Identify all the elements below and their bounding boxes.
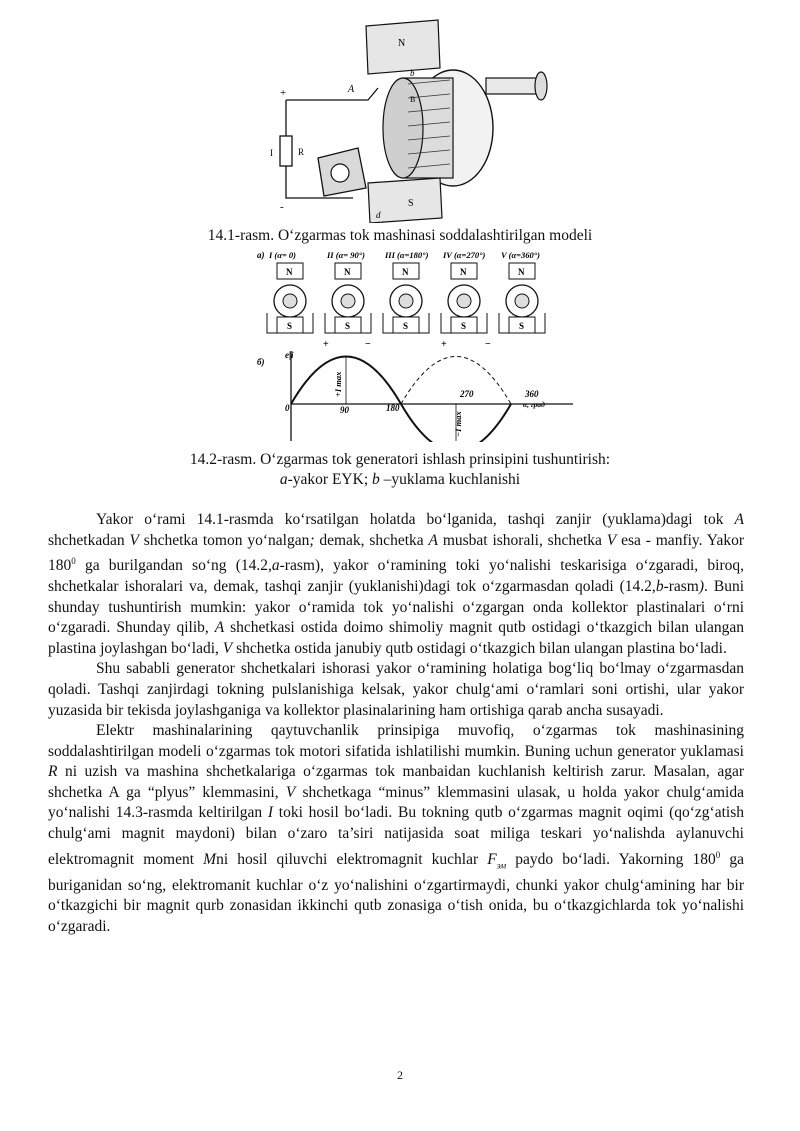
label-n: N xyxy=(398,38,406,49)
label-b-small: b xyxy=(410,68,415,78)
figure-14-1-caption: 14.1-rasm. O‘zgarmas tok mashinasi soddalashtirilgan modeli xyxy=(207,227,593,244)
paragraph-1: Yakor o‘rami 14.1-rasmda ko‘rsatilgan holatda bo‘lganida, tashqi zanjir (yuklama)dagi tok A shchetkadan V shchetka tomon yo‘nalgan; demak, shchetka A musbat ishorali, shchetka V esa - manfiy. Yakor $180^0$ ga burilgandan so‘ng (14.2,a-rasm), yakor o‘ramining toki yo‘nalishi teskarisiga o‘zgaradi, biroq, shchetkalar ishoralari va, demak, tashqi zanjir (yuklanishi)dagi tok o‘zgarmasdan qoladi (14.2,b-rasm). Buni shunday tushuntirish mumkin: yakor o‘ramida tok yo‘nalishi o‘zgargan onda kollektor plastinalari o‘rni o‘zgaradi. Shunday qilib, A shchetkasi ostida doimo shimoliy magnit qutb ostidagi o‘tkazgich bilan ulangan plastina joylashgan bo‘ladi, V shchetka ostida janubiy qutb ostidagi o‘tkazgich bilan ulangan plastina bo‘ladi. xyxy=(48,511,744,657)
label-minus: - xyxy=(280,201,284,213)
label-r: R xyxy=(298,147,305,157)
machine-diagram-ii xyxy=(325,263,371,333)
machine-diagram-i xyxy=(267,263,313,333)
caption-a: a xyxy=(279,471,288,488)
label-a: A xyxy=(348,84,355,95)
panel-b-label: б) xyxy=(257,357,265,367)
figure-14-1 xyxy=(258,18,558,223)
axis-label-ei: e|i xyxy=(285,350,294,360)
position-i: I (α= 0) xyxy=(269,250,297,260)
pole-s: S xyxy=(403,321,409,331)
page-number: 2 xyxy=(397,1068,403,1082)
tick-270: 270 xyxy=(460,389,474,399)
pole-s: S xyxy=(461,321,467,331)
figure-14-2 xyxy=(255,247,585,442)
imax-negative: −I max xyxy=(453,411,463,437)
sign-4: − xyxy=(485,339,491,350)
sign-2: − xyxy=(365,339,371,350)
pole-n: N xyxy=(518,267,525,277)
sign-1: + xyxy=(323,339,329,350)
origin-label: 0 xyxy=(285,403,290,413)
tick-360: 360 xyxy=(525,389,539,399)
panel-a-label: a) xyxy=(257,250,265,260)
body-text xyxy=(48,510,744,937)
figure-14-2-caption-line1: 14.2-rasm. O‘zgarmas tok generatori ishlash prinsipini tushuntirish: xyxy=(189,451,611,468)
machine-diagram-iv xyxy=(441,263,487,333)
paragraph-2: Shu sababli generator shchetkalari ishorasi yakor o‘ramining holatiga bog‘liq bo‘lmay o‘zgarmasdan qoladi. Tashqi zanjirdagi tokning pulslanishiga kelsak, yakor chulg‘ami o‘ramlari soni ortishi, ular yakor yuzasida bir tekisda joylashganiga va kollektor plasinalarining ham ortishiga qarab ancha susayadi. xyxy=(48,660,744,719)
position-iii: III (α=180°) xyxy=(385,250,429,260)
tick-90: 90 xyxy=(340,405,349,415)
pole-n: N xyxy=(344,267,351,277)
imax-positive: +I max xyxy=(333,371,343,397)
pole-s: S xyxy=(345,321,351,331)
position-ii: II (α= 90°) xyxy=(327,250,365,260)
machine-diagram-v xyxy=(499,263,545,333)
label-d: d xyxy=(376,210,381,220)
pole-n: N xyxy=(402,267,409,277)
caption-rest-2: –yuklama kuchlanishi xyxy=(379,471,521,488)
machine-diagram-iii xyxy=(383,263,429,333)
pole-s: S xyxy=(287,321,293,331)
caption-rest: -yakor EYK; xyxy=(287,471,373,488)
resistor-r xyxy=(280,136,292,166)
pole-n: N xyxy=(460,267,467,277)
tick-180: 180 xyxy=(386,403,400,413)
position-v: V (α=360°) xyxy=(501,250,540,260)
label-plus: + xyxy=(280,87,287,99)
label-i: I xyxy=(270,148,273,158)
x-unit: α, град xyxy=(523,400,545,409)
pole-s: S xyxy=(519,321,525,331)
paragraph-3: Elektr mashinalarining qaytuvchanlik prinsipiga muvofiq, o‘zgarmas tok mashinasining soddalashtirilgan modeli o‘zgarmas tok motori sifatida ishlatilishi mumkin. Buning uchun generator yuklamasi R ni uzish va mashina shchetkalariga o‘zgarmas tok manbaidan kuchlanish keltirish zarur. Masalan, agar shchetka A ga “plyus” klemmasini, V shchetkaga “minus” klemmasini ulasak, u holda yakor chulg‘amida yo‘nalishi 14.3-rasmda keltirilgan I toki hosil bo‘ladi. Bu tokning qutb o‘zgarmas magnit oqimi (qo‘zg‘atish chulg‘ami magnit maydoni) bilan o‘zaro ta’siri natijasida soat miliga teskari yo‘nalishda aylanuvchi elektromagnit moment Mni hosil qiluvchi elektromagnit kuchlar $F_{эм}$ paydo bo‘ladi. Yakorning $180^0$ ga buriganidan so‘ng, elektromanit kuchlar o‘z yo‘nalishini o‘zgartirmaydi, chunki yakor chulg‘amining har bir o‘tkazgichi bir magnit qurb zonasidan ikkinchi qutb zonasiga o‘tish onida, bu o‘tkazgichlarda tok yo‘nalishi o‘zgaradi. xyxy=(48,722,745,935)
sign-3: + xyxy=(441,339,447,350)
label-s: S xyxy=(408,198,414,209)
position-iv: IV (α=270°) xyxy=(443,250,486,260)
caption-b: b xyxy=(372,471,380,488)
figure-14-2-caption-line2 xyxy=(0,470,800,490)
label-b: B xyxy=(410,95,416,104)
pole-n: N xyxy=(286,267,293,277)
